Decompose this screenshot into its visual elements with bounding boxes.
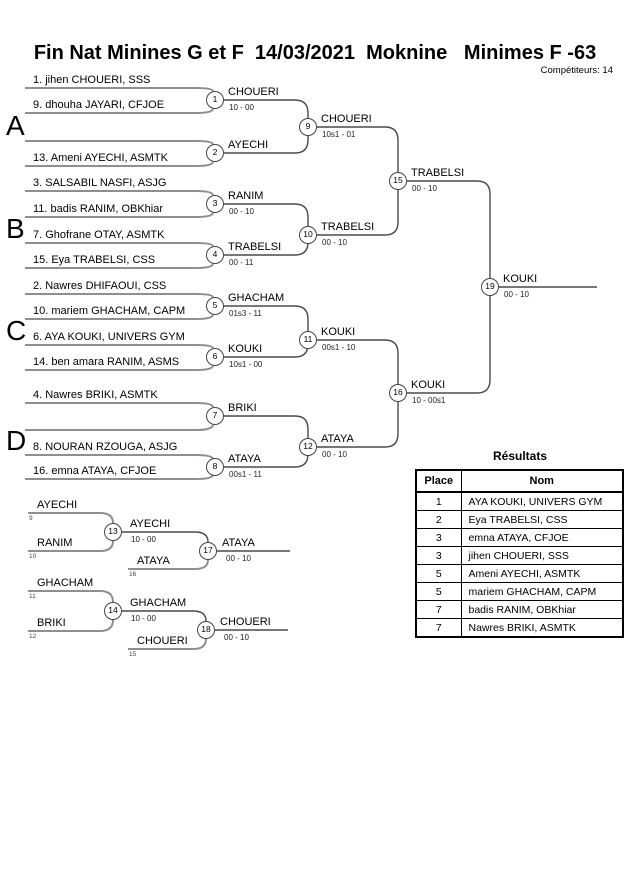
competitors-count: Compétiteurs: 14 (540, 65, 613, 76)
result-place: 5 (416, 583, 461, 601)
result-name: jihen CHOUERI, SSS (461, 547, 623, 565)
winner-label: CHOUERI (228, 86, 279, 98)
winner-label: TRABELSI (411, 167, 465, 179)
match-number-circle: 5 (206, 297, 224, 315)
results-row (416, 511, 623, 529)
winner-label: CHOUERI (321, 113, 372, 125)
entry-label: 7. Ghofrane OTAY, ASMTK (33, 229, 165, 241)
winner-label: KOUKI (411, 379, 446, 391)
match-number-circle: 1 (206, 91, 224, 109)
repechage-source-number: 9 (29, 515, 33, 522)
result-name: AYA KOUKI, UNIVERS GYM (461, 492, 623, 511)
section-label-b: B (6, 213, 25, 244)
match-number-circle: 9 (299, 118, 317, 136)
match-number-circle: 17 (199, 542, 217, 560)
repechage-source-number: 11 (29, 593, 36, 600)
match-score: 10s1 - 01 (322, 130, 356, 139)
match-number-circle: 14 (104, 602, 122, 620)
winner-label: ATAYA (228, 453, 261, 465)
match-number-circle: 19 (481, 278, 499, 296)
result-place: 7 (416, 619, 461, 638)
repechage-entry: RANIM (37, 537, 73, 549)
result-place: 5 (416, 565, 461, 583)
match-score: 00 - 10 (224, 633, 249, 642)
result-place: 2 (416, 511, 461, 529)
result-name: mariem GHACHAM, CAPM (461, 583, 623, 601)
match-score: 00 - 11 (229, 258, 254, 267)
results-row (416, 583, 623, 601)
match-score: 00 - 10 (229, 207, 254, 216)
page-title: Fin Nat Minines G et F 14/03/2021 Moknine Minimes F -63 (33, 42, 597, 64)
match-score: 00 - 10 (504, 290, 529, 299)
match-number-circle: 16 (389, 384, 407, 402)
entry-label: 10. mariem GHACHAM, CAPM (33, 305, 186, 317)
entry-label: 14. ben amara RANIM, ASMS (33, 356, 180, 368)
winner-label: ATAYA (222, 537, 255, 549)
results-col-place: Place (416, 470, 461, 492)
result-name: badis RANIM, OBKhiar (461, 601, 623, 619)
match-number-circle: 15 (389, 172, 407, 190)
entry-label: 9. dhouha JAYARI, CFJOE (33, 99, 165, 111)
match-number-circle: 7 (206, 407, 224, 425)
match-score: 10 - 00s1 (412, 396, 446, 405)
results-table (415, 469, 624, 638)
match-number-circle: 10 (299, 226, 317, 244)
match-score: 00s1 - 10 (322, 343, 356, 352)
winner-label: AYECHI (130, 518, 171, 530)
match-score: 00 - 10 (322, 238, 347, 247)
match-score: 00 - 10 (226, 554, 251, 563)
results-row (416, 529, 623, 547)
results-title: Résultats (492, 449, 548, 463)
repechage-entry: BRIKI (37, 617, 66, 629)
match-score: 10 - 00 (229, 103, 254, 112)
repechage-entry: AYECHI (37, 499, 78, 511)
match-number-circle: 13 (104, 523, 122, 541)
repechage-source-number: 15 (129, 651, 137, 658)
winner-label: TRABELSI (228, 241, 282, 253)
match-score: 00 - 10 (412, 184, 437, 193)
results-header-row (416, 470, 623, 492)
entry-label: 16. emna ATAYA, CFJOE (33, 465, 157, 477)
results-col-name: Nom (461, 470, 623, 492)
section-label-d: D (6, 425, 27, 456)
result-place: 7 (416, 601, 461, 619)
entry-lines (25, 88, 213, 649)
repechage-source-number: 12 (29, 633, 37, 640)
entry-label: 8. NOURAN RZOUGA, ASJG (33, 441, 178, 453)
winner-label: KOUKI (321, 326, 356, 338)
match-number-circle: 18 (197, 621, 215, 639)
result-name: emna ATAYA, CFJOE (461, 529, 623, 547)
result-name: Nawres BRIKI, ASMTK (461, 619, 623, 638)
section-label-c: C (6, 315, 27, 346)
match-score: 10s1 - 00 (229, 360, 263, 369)
repechage-entry: ATAYA (137, 555, 170, 567)
winner-label: RANIM (228, 190, 264, 202)
result-place: 3 (416, 529, 461, 547)
winner-label: GHACHAM (130, 597, 187, 609)
winner-label: BRIKI (228, 402, 257, 414)
results-row (416, 547, 623, 565)
match-number-circle: 6 (206, 348, 224, 366)
winner-label: KOUKI (503, 273, 538, 285)
entry-label: 13. Ameni AYECHI, ASMTK (33, 152, 168, 164)
entry-label: 11. badis RANIM, OBKhiar (33, 203, 164, 215)
result-place: 1 (416, 492, 461, 511)
match-score: 10 - 00 (131, 614, 156, 623)
match-score: 10 - 00 (131, 535, 156, 544)
results-row (416, 601, 623, 619)
winner-label: ATAYA (321, 433, 354, 445)
repechage-source-number: 10 (29, 553, 37, 560)
entry-label: 6. AYA KOUKI, UNIVERS GYM (33, 331, 185, 343)
results-row (416, 492, 623, 511)
match-number-circle: 4 (206, 246, 224, 264)
match-number-circle: 11 (299, 331, 317, 349)
match-score: 01s3 - 11 (229, 309, 262, 318)
results-row (416, 565, 623, 583)
section-label-a: A (6, 110, 25, 141)
entry-label: 2. Nawres DHIFAOUI, CSS (33, 280, 167, 292)
winner-label: KOUKI (228, 343, 263, 355)
match-score: 00s1 - 11 (229, 470, 262, 479)
winner-label: AYECHI (228, 139, 269, 151)
result-name: Ameni AYECHI, ASMTK (461, 565, 623, 583)
repechage-source-number: 16 (129, 571, 137, 578)
entry-label: 3. SALSABIL NASFI, ASJG (33, 177, 167, 189)
repechage-entry: GHACHAM (37, 577, 94, 589)
winner-label: CHOUERI (220, 616, 271, 628)
match-number-circle: 3 (206, 195, 224, 213)
match-number-circle: 8 (206, 458, 224, 476)
winner-label: GHACHAM (228, 292, 285, 304)
repechage-entry: CHOUERI (137, 635, 188, 647)
match-score: 00 - 10 (322, 450, 347, 459)
entry-label: 4. Nawres BRIKI, ASMTK (33, 389, 158, 401)
result-place: 3 (416, 547, 461, 565)
entry-label: 15. Eya TRABELSI, CSS (33, 254, 156, 266)
entry-label: 1. jihen CHOUERI, SSS (33, 74, 151, 86)
results-row (416, 619, 623, 638)
winner-label: TRABELSI (321, 221, 375, 233)
match-number-circle: 2 (206, 144, 224, 162)
result-name: Eya TRABELSI, CSS (461, 511, 623, 529)
match-number-circle: 12 (299, 438, 317, 456)
